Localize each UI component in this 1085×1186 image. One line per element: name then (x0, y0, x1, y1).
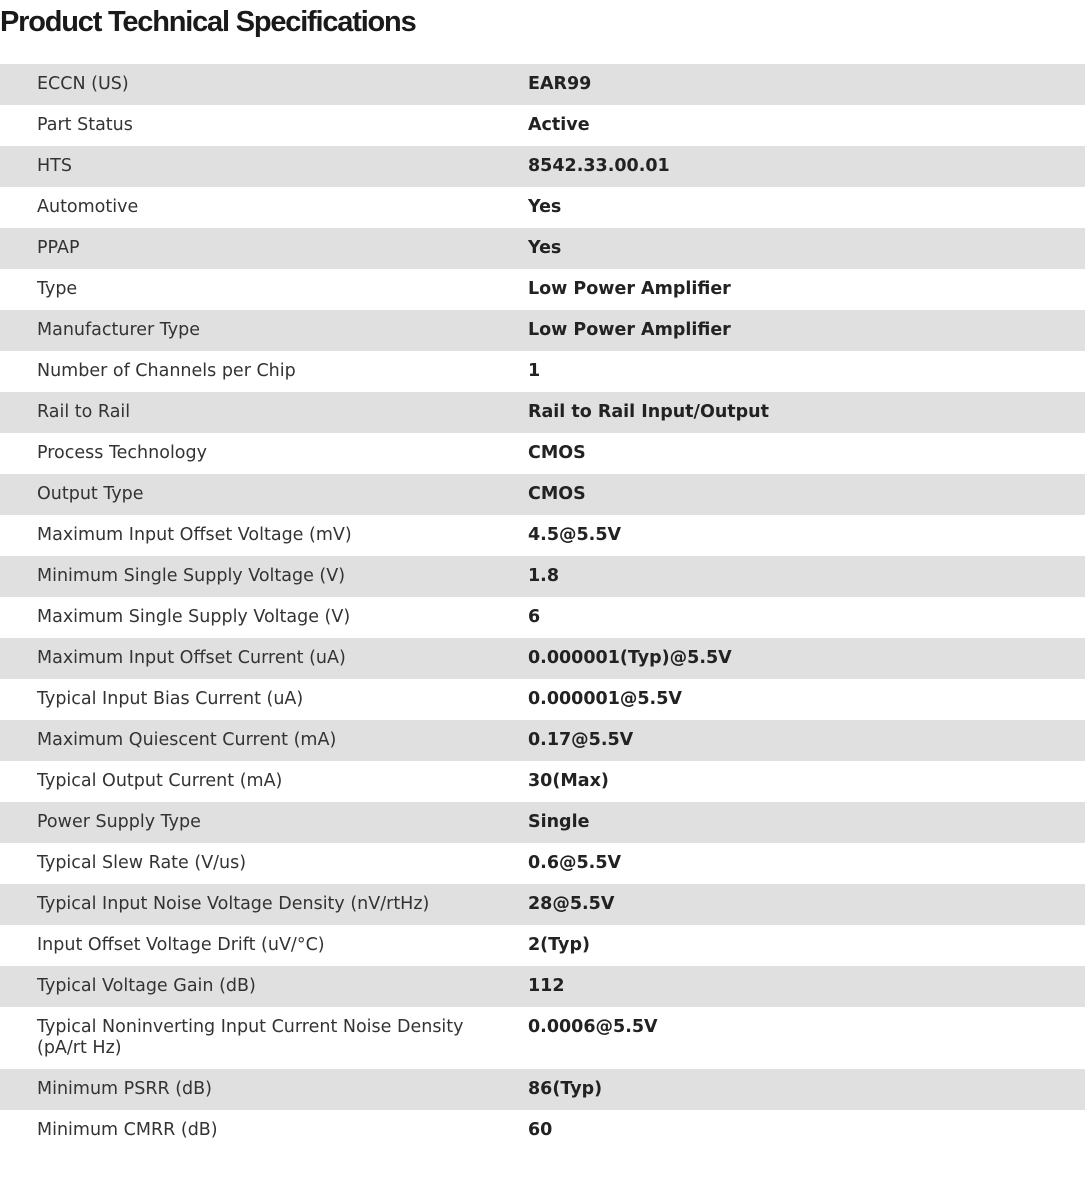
spec-label: Part Status (37, 115, 133, 135)
spec-label: Maximum Quiescent Current (mA) (37, 730, 337, 750)
spec-table (0, 64, 1085, 1151)
spec-label: Power Supply Type (37, 812, 201, 832)
spec-value: Low Power Amplifier (528, 279, 731, 299)
table-row (0, 433, 1085, 474)
spec-value: 1 (528, 361, 541, 381)
spec-value: Rail to Rail Input/Output (528, 402, 769, 422)
spec-label: Maximum Input Offset Voltage (mV) (37, 525, 352, 545)
spec-value: CMOS (528, 443, 586, 463)
spec-label: Typical Voltage Gain (dB) (37, 976, 256, 996)
table-row (0, 64, 1085, 105)
spec-label: Process Technology (37, 443, 207, 463)
spec-value: 0.17@5.5V (528, 730, 634, 750)
table-row (0, 1069, 1085, 1110)
spec-value: 6 (528, 607, 541, 627)
spec-label: Rail to Rail (37, 402, 131, 422)
table-row (0, 105, 1085, 146)
spec-label: Typical Input Bias Current (uA) (37, 689, 304, 709)
spec-value: 60 (528, 1120, 553, 1140)
spec-label: Maximum Input Offset Current (uA) (37, 648, 346, 668)
page-title: Product Technical Specifications (0, 6, 416, 38)
spec-value: 0.000001(Typ)@5.5V (528, 648, 732, 668)
spec-label: Output Type (37, 484, 144, 504)
spec-value: EAR99 (528, 74, 592, 94)
spec-value: 2(Typ) (528, 935, 590, 955)
spec-value: Low Power Amplifier (528, 320, 731, 340)
spec-label: Type (37, 279, 78, 299)
spec-value: Yes (528, 238, 562, 258)
spec-label: HTS (37, 156, 72, 176)
spec-value: 8542.33.00.01 (528, 156, 670, 176)
spec-label: Input Offset Voltage Drift (uV/°C) (37, 935, 325, 955)
table-row (0, 228, 1085, 269)
spec-label: Typical Input Noise Voltage Density (nV/rtHz) (37, 894, 430, 914)
table-row (0, 187, 1085, 228)
spec-label: Manufacturer Type (37, 320, 200, 340)
table-row (0, 146, 1085, 187)
table-row (0, 515, 1085, 556)
spec-value: Single (528, 812, 590, 832)
table-row (0, 884, 1085, 925)
table-row (0, 802, 1085, 843)
spec-value: 28@5.5V (528, 894, 615, 914)
spec-label: Minimum CMRR (dB) (37, 1120, 218, 1140)
table-row (0, 761, 1085, 802)
table-row (0, 269, 1085, 310)
table-row (0, 720, 1085, 761)
spec-value: 30(Max) (528, 771, 609, 791)
table-row (0, 843, 1085, 884)
spec-label: Typical Slew Rate (V/us) (37, 853, 247, 873)
table-row (0, 392, 1085, 433)
table-row (0, 1007, 1085, 1069)
table-row (0, 351, 1085, 392)
spec-value: 0.000001@5.5V (528, 689, 682, 709)
spec-label: Minimum PSRR (dB) (37, 1079, 212, 1099)
table-row (0, 310, 1085, 351)
table-row (0, 638, 1085, 679)
spec-value: 112 (528, 976, 565, 996)
spec-value: 86(Typ) (528, 1079, 603, 1099)
spec-value: Active (528, 115, 590, 135)
spec-label: Typical Noninverting Input Current Noise Density (pA/rt Hz) (37, 1017, 464, 1058)
spec-value: 4.5@5.5V (528, 525, 622, 545)
spec-label: Number of Channels per Chip (37, 361, 296, 381)
table-row (0, 1110, 1085, 1151)
table-row (0, 966, 1085, 1007)
table-row (0, 679, 1085, 720)
spec-value: 0.0006@5.5V (528, 1017, 658, 1037)
spec-value: Yes (528, 197, 562, 217)
table-row (0, 556, 1085, 597)
spec-label: Maximum Single Supply Voltage (V) (37, 607, 351, 627)
spec-value: 1.8 (528, 566, 560, 586)
table-row (0, 597, 1085, 638)
spec-label: ECCN (US) (37, 74, 129, 94)
spec-label: Minimum Single Supply Voltage (V) (37, 566, 346, 586)
table-row (0, 925, 1085, 966)
table-row (0, 474, 1085, 515)
spec-label: PPAP (37, 238, 80, 258)
spec-label: Typical Output Current (mA) (37, 771, 283, 791)
spec-value: CMOS (528, 484, 586, 504)
spec-label: Automotive (37, 197, 139, 217)
spec-value: 0.6@5.5V (528, 853, 622, 873)
